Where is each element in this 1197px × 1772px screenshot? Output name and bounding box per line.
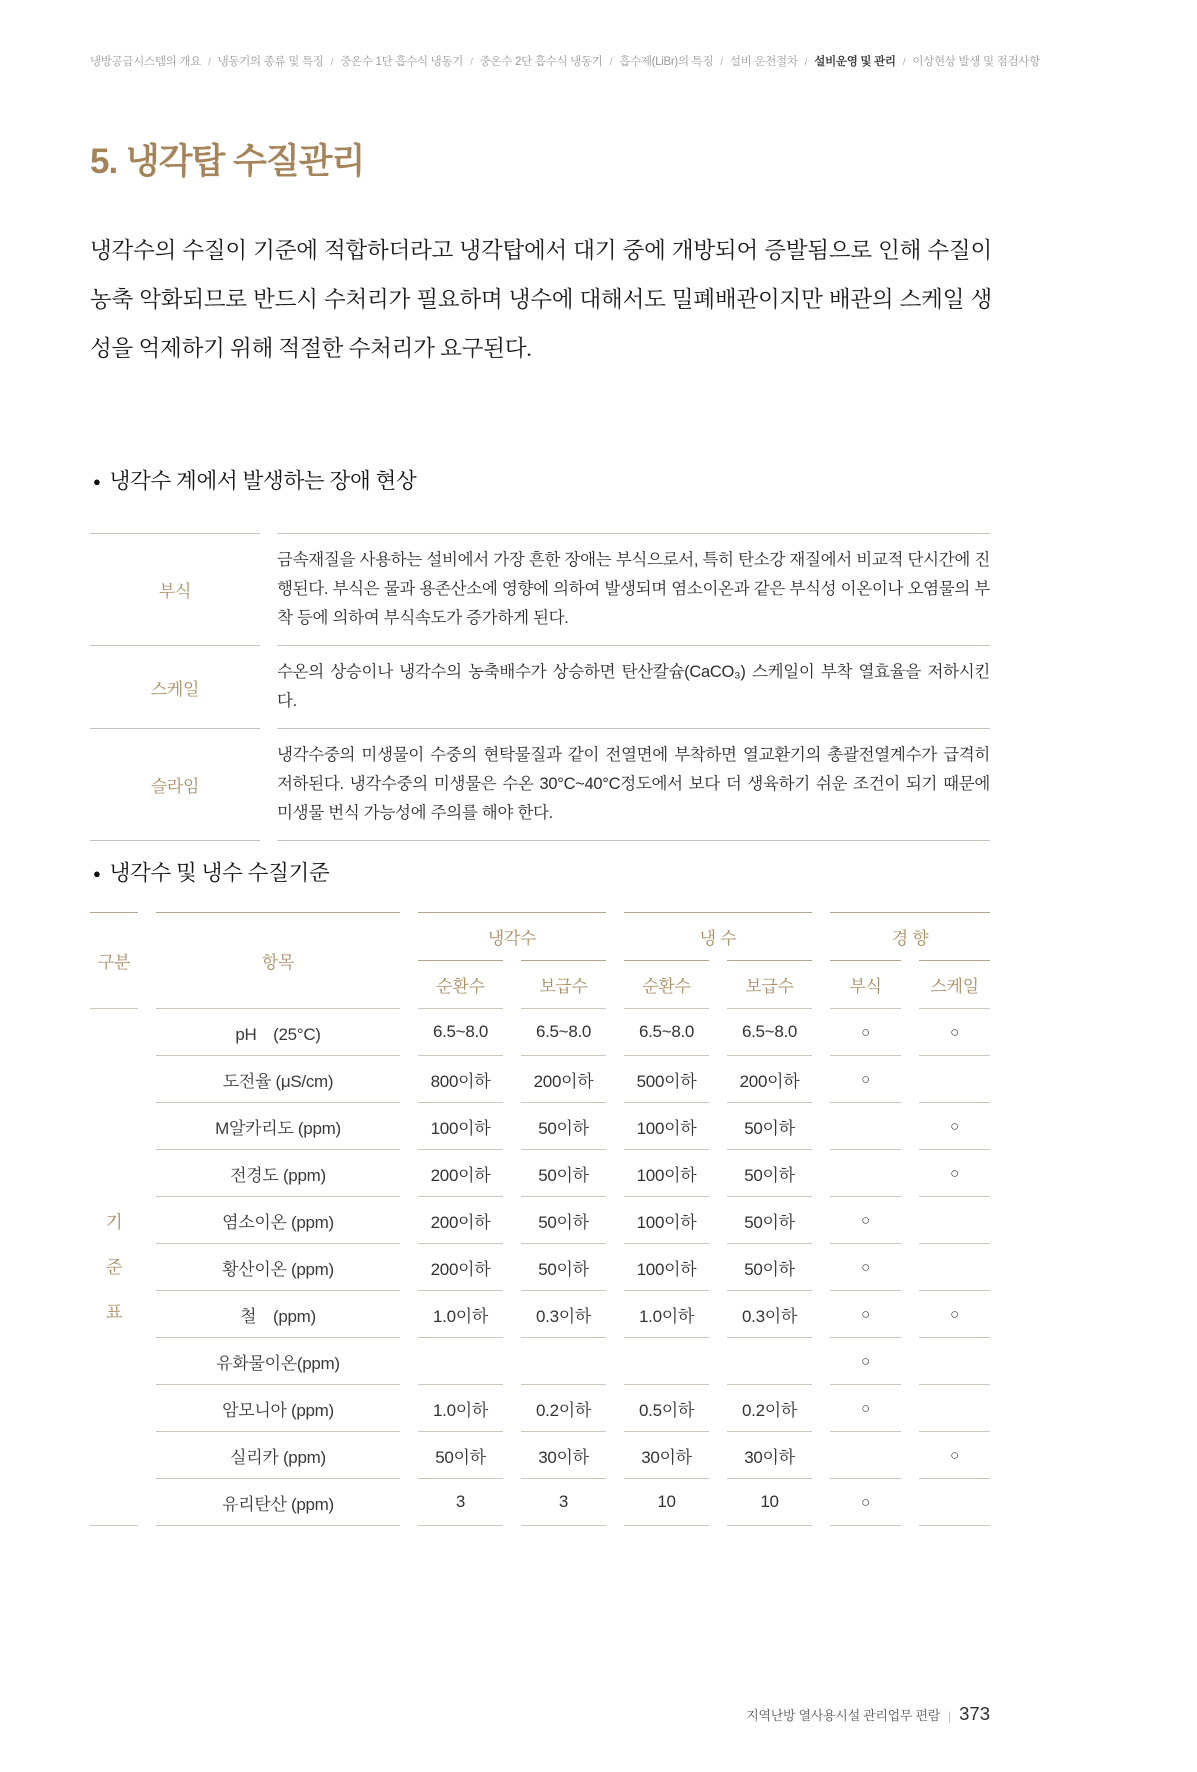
footer-title: 지역난방 열사용시설 관리업무 편람: [746, 1708, 940, 1723]
value-cell: 800이하: [418, 1055, 503, 1102]
scale-mark-cell: [919, 1337, 990, 1384]
column-header-makeup: 보급수: [521, 960, 606, 1008]
value-cell: [418, 1337, 503, 1384]
corrosion-mark-cell: ○: [830, 1055, 901, 1102]
page-number: 373: [959, 1703, 990, 1724]
value-cell: 3: [418, 1478, 503, 1525]
failure-description: 수온의 상승이나 냉각수의 농축배수가 상승하면 탄산칼슘(CaCO₃) 스케일이 부착 열효율을 저하시킨다.: [277, 645, 990, 728]
corrosion-mark-cell: ○: [830, 1196, 901, 1243]
failure-label: 스케일: [90, 645, 260, 728]
value-cell: 50이하: [727, 1243, 812, 1290]
column-group-cold-water: 냉 수: [624, 912, 812, 960]
value-cell: 200이하: [418, 1243, 503, 1290]
value-cell: [624, 1337, 709, 1384]
value-cell: 100이하: [624, 1196, 709, 1243]
table-row: [90, 1055, 990, 1102]
table-row: [90, 533, 990, 645]
table-row: [90, 1431, 990, 1478]
failure-label: 부식: [90, 533, 260, 645]
value-cell: 200이하: [521, 1055, 606, 1102]
corrosion-mark-cell: ○: [830, 1290, 901, 1337]
breadcrumb-item: 설비 운전절차: [729, 56, 798, 68]
value-cell: 100이하: [624, 1149, 709, 1196]
column-header-item: 항목: [156, 912, 400, 1008]
scale-mark-cell: [919, 1478, 990, 1525]
scale-mark-cell: [919, 1055, 990, 1102]
value-cell: 30이하: [727, 1431, 812, 1478]
value-cell: 50이하: [521, 1243, 606, 1290]
value-cell: 0.3이하: [521, 1290, 606, 1337]
bullet-icon: ●: [93, 474, 101, 489]
page-title: 5. 냉각탑 수질관리: [90, 142, 365, 181]
breadcrumb: [90, 53, 1110, 69]
value-cell: 30이하: [624, 1431, 709, 1478]
column-header-circulating: 순환수: [418, 960, 503, 1008]
table-row: [90, 1384, 990, 1431]
item-cell: 염소이온 (ppm): [156, 1196, 400, 1243]
scale-mark-cell: ○: [919, 1431, 990, 1478]
breadcrumb-separator: /: [804, 56, 808, 68]
value-cell: 30이하: [521, 1431, 606, 1478]
value-cell: 100이하: [624, 1102, 709, 1149]
bullet-icon: ●: [93, 866, 101, 881]
item-cell: 암모니아 (ppm): [156, 1384, 400, 1431]
value-cell: [521, 1337, 606, 1384]
value-cell: 50이하: [727, 1196, 812, 1243]
column-header-category: 구분: [90, 912, 138, 1008]
item-cell: 전경도 (ppm): [156, 1149, 400, 1196]
breadcrumb-separator: /: [330, 56, 334, 68]
value-cell: 3: [521, 1478, 606, 1525]
corrosion-mark-cell: [830, 1431, 901, 1478]
breadcrumb-item: 이상현상 발생 및 점검사항: [912, 56, 1040, 68]
table-row: [90, 1196, 990, 1243]
value-cell: 200이하: [727, 1055, 812, 1102]
corrosion-mark-cell: [830, 1149, 901, 1196]
value-cell: 0.2이하: [521, 1384, 606, 1431]
table-header-group-row: [90, 912, 990, 960]
breadcrumb-separator: /: [207, 56, 211, 68]
table-row: [90, 645, 990, 728]
value-cell: 100이하: [418, 1102, 503, 1149]
section-heading-failures: [93, 464, 416, 495]
column-group-cooling-water: 냉각수: [418, 912, 606, 960]
value-cell: 1.0이하: [624, 1290, 709, 1337]
column-group-tendency: 경 향: [830, 912, 990, 960]
footer-divider: |: [948, 1709, 952, 1723]
scale-mark-cell: [919, 1243, 990, 1290]
scale-mark-cell: [919, 1196, 990, 1243]
breadcrumb-separator: /: [609, 56, 613, 68]
value-cell: [727, 1337, 812, 1384]
table-row: [90, 1243, 990, 1290]
value-cell: 6.5~8.0: [727, 1008, 812, 1055]
item-cell: 도전율 (μS/cm): [156, 1055, 400, 1102]
table-row: [90, 1102, 990, 1149]
failures-table: [90, 533, 990, 840]
item-cell: pH (25°C): [156, 1008, 400, 1055]
value-cell: 1.0이하: [418, 1384, 503, 1431]
breadcrumb-item: 흡수제(LiBr)의 특징: [619, 56, 714, 68]
section-heading-standards: [93, 856, 329, 887]
table-row: [90, 1008, 990, 1055]
value-cell: 50이하: [521, 1149, 606, 1196]
column-header-circulating: 순환수: [624, 960, 709, 1008]
value-cell: 50이하: [521, 1196, 606, 1243]
value-cell: 6.5~8.0: [624, 1008, 709, 1055]
breadcrumb-item: 냉방공급시스템의 개요: [90, 56, 201, 68]
table-bottom-rule: [90, 1525, 990, 1526]
scale-mark-cell: [919, 1384, 990, 1431]
value-cell: 50이하: [418, 1431, 503, 1478]
value-cell: 10: [624, 1478, 709, 1525]
value-cell: 0.5이하: [624, 1384, 709, 1431]
column-header-corrosion: 부식: [830, 960, 901, 1008]
corrosion-mark-cell: ○: [830, 1243, 901, 1290]
breadcrumb-item: 냉동기의 종류 및 특징: [217, 56, 324, 68]
breadcrumb-item-current: 설비운영 및 관리: [814, 56, 896, 68]
corrosion-mark-cell: ○: [830, 1478, 901, 1525]
table-row: [90, 728, 990, 840]
item-cell: 황산이온 (ppm): [156, 1243, 400, 1290]
corrosion-mark-cell: [830, 1102, 901, 1149]
page-footer: [90, 1703, 990, 1725]
value-cell: 200이하: [418, 1196, 503, 1243]
value-cell: 0.2이하: [727, 1384, 812, 1431]
corrosion-mark-cell: ○: [830, 1008, 901, 1055]
table-row: [90, 1290, 990, 1337]
breadcrumb-item: 중온수 1단 흡수식 냉동기: [340, 56, 464, 68]
breadcrumb-separator: /: [902, 56, 906, 68]
failure-description: 냉각수중의 미생물이 수중의 현탁물질과 같이 전열면에 부착하면 열교환기의 총괄전열계수가 급격히 저하된다. 냉각수중의 미생물은 수온 30°C~40°C정도에서 보다 더 생육하기 쉬운 조건이 되기 때문에 미생물 번식 가능성에 주의를 해야 한다.: [277, 728, 990, 840]
value-cell: 10: [727, 1478, 812, 1525]
table-row: [90, 1149, 990, 1196]
column-header-makeup: 보급수: [727, 960, 812, 1008]
corrosion-mark-cell: ○: [830, 1384, 901, 1431]
value-cell: 50이하: [521, 1102, 606, 1149]
category-cell: 기 준 표: [90, 1008, 138, 1525]
value-cell: 50이하: [727, 1102, 812, 1149]
section-heading-text: 냉각수 및 냉수 수질기준: [109, 861, 330, 885]
scale-mark-cell: ○: [919, 1290, 990, 1337]
column-header-scale: 스케일: [919, 960, 990, 1008]
value-cell: 200이하: [418, 1149, 503, 1196]
value-cell: 0.3이하: [727, 1290, 812, 1337]
value-cell: 500이하: [624, 1055, 709, 1102]
item-cell: M알카리도 (ppm): [156, 1102, 400, 1149]
scale-mark-cell: ○: [919, 1008, 990, 1055]
table-row: [90, 1478, 990, 1525]
scale-mark-cell: ○: [919, 1149, 990, 1196]
value-cell: 1.0이하: [418, 1290, 503, 1337]
item-cell: 철 (ppm): [156, 1290, 400, 1337]
failure-description: 금속재질을 사용하는 설비에서 가장 흔한 장애는 부식으로서, 특히 탄소강 재질에서 비교적 단시간에 진행된다. 부식은 물과 용존산소에 영향에 의하여 발생되며 염소이온과 같은 부식성 이온이나 오염물의 부착 등에 의하여 부식속도가 증가하게 된다.: [277, 533, 990, 645]
value-cell: 100이하: [624, 1243, 709, 1290]
value-cell: 50이하: [727, 1149, 812, 1196]
breadcrumb-item: 중온수 2단 흡수식 냉동기: [479, 56, 603, 68]
scale-mark-cell: ○: [919, 1102, 990, 1149]
failure-label: 슬라임: [90, 728, 260, 840]
value-cell: 6.5~8.0: [521, 1008, 606, 1055]
value-cell: 6.5~8.0: [418, 1008, 503, 1055]
item-cell: 실리카 (ppm): [156, 1431, 400, 1478]
table-row: [90, 1337, 990, 1384]
breadcrumb-separator: /: [470, 56, 473, 68]
corrosion-mark-cell: ○: [830, 1337, 901, 1384]
item-cell: 유화물이온(ppm): [156, 1337, 400, 1384]
section-heading-text: 냉각수 계에서 발생하는 장애 현상: [109, 469, 417, 493]
intro-paragraph: 냉각수의 수질이 기준에 적합하더라고 냉각탑에서 대기 중에 개방되어 증발됨으로 인해 수질이 농축 악화되므로 반드시 수처리가 필요하며 냉수에 대해서도 밀폐배관이지만 배관의 스케일 생성을 억제하기 위해 적절한 수처리가 요구된다.: [90, 238, 992, 361]
standards-table: [72, 912, 1008, 1526]
item-cell: 유리탄산 (ppm): [156, 1478, 400, 1525]
breadcrumb-separator: /: [720, 56, 723, 68]
